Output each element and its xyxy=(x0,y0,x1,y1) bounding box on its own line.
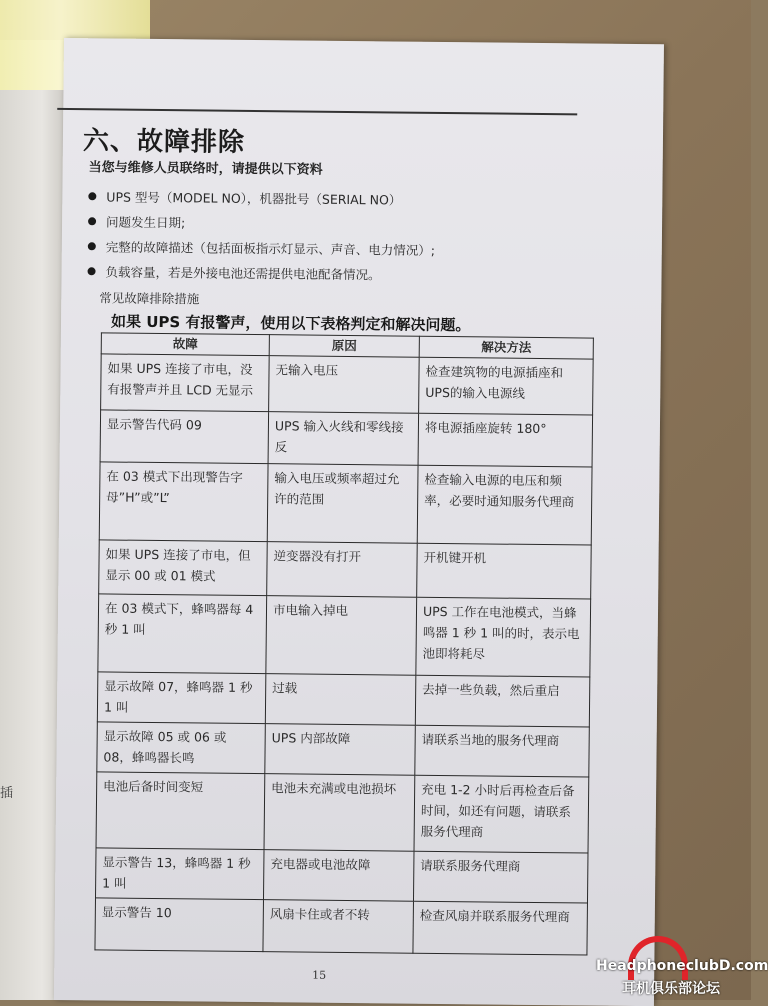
cell-cause: 电池未充满或电池损坏 xyxy=(264,774,415,852)
troubleshooting-subhead: 常见故障排除措施 xyxy=(99,290,200,307)
cell-fault: 电池后备时间变短 xyxy=(96,772,265,850)
cell-solution: 检查风扇并联系服务代理商 xyxy=(413,901,588,955)
cell-solution: 请联系服务代理商 xyxy=(413,851,588,903)
cell-solution: 去掉一些负载，然后重启 xyxy=(415,675,590,727)
cell-cause: 风扇卡住或者不转 xyxy=(263,900,414,954)
cell-solution: 检查建筑物的电源插座和UPS的输入电源线 xyxy=(419,357,594,415)
header-fault: 故障 xyxy=(101,333,269,356)
header-rule xyxy=(57,108,577,115)
table-row xyxy=(97,722,589,777)
cell-cause: 充电器或电池故障 xyxy=(263,850,414,902)
bullet-dot-icon xyxy=(88,217,96,225)
adjacent-page-glyph: 插 xyxy=(0,786,14,801)
cell-solution: 请联系当地的服务代理商 xyxy=(415,725,590,777)
watermark-forum-name: 耳机俱乐部论坛 xyxy=(622,981,720,997)
table-row xyxy=(101,354,594,415)
alarm-instruction: 如果 UPS 有报警声，使用以下表格判定和解决问题。 xyxy=(110,312,471,335)
bullet-dot-icon xyxy=(88,192,96,200)
info-bullet-list xyxy=(87,183,435,287)
cell-fault: 显示故障 07，蜂鸣器 1 秒 1 叫 xyxy=(97,672,266,724)
manual-page xyxy=(54,38,664,1006)
cell-solution: 开机键开机 xyxy=(417,543,592,599)
table-row xyxy=(100,410,593,467)
cell-fault: 显示警告 13，蜂鸣器 1 秒 1 叫 xyxy=(95,848,264,900)
bullet-dot-icon xyxy=(88,267,96,275)
cell-cause: 逆变器没有打开 xyxy=(267,542,418,598)
cell-cause: 输入电压或频率超过允许的范围 xyxy=(267,464,418,544)
cell-fault: 在 03 模式下出现警告字母”H”或”L” xyxy=(99,462,268,542)
bullet-item xyxy=(88,183,435,212)
bullet-text: 问题发生日期; xyxy=(106,213,186,230)
cell-cause: UPS 内部故障 xyxy=(265,724,416,776)
cell-fault: 如果 UPS 连接了市电，没有报警声并且 LCD 无显示 xyxy=(101,354,270,412)
bullet-item xyxy=(88,208,435,237)
page-number: 15 xyxy=(312,968,327,982)
bullet-item xyxy=(87,258,434,287)
table-row xyxy=(99,462,592,545)
table-row xyxy=(98,594,591,677)
table-row xyxy=(96,772,589,853)
cell-solution: 将电源插座旋转 180° xyxy=(418,413,593,467)
cell-fault: 显示故障 05 或 06 或 08，蜂鸣器长鸣 xyxy=(97,722,266,774)
table-row xyxy=(97,672,589,727)
cell-solution: UPS 工作在电池模式，当蜂鸣器 1 秒 1 叫的时，表示电池即将耗尽 xyxy=(416,597,591,677)
table-row xyxy=(95,898,588,955)
watermark-domain: HeadphoneclubD.com xyxy=(596,958,768,974)
section-title: 六、故障排除 xyxy=(82,126,246,158)
cell-fault: 显示警告代码 09 xyxy=(100,410,269,464)
bullet-item xyxy=(88,233,435,262)
table-row xyxy=(99,540,592,599)
cell-solution: 检查输入电源的电压和频率，必要时通知服务代理商 xyxy=(417,465,592,545)
contact-intro: 当您与维修人员联络时，请提供以下资料 xyxy=(88,160,323,178)
bullet-text: 负载容量，若是外接电池还需提供电池配备情况。 xyxy=(105,263,381,282)
bullet-dot-icon xyxy=(88,242,96,250)
cell-solution: 充电 1-2 小时后再检查后备时间，如还有问题，请联系服务代理商 xyxy=(414,775,589,853)
bullet-text: 完整的故障描述（包括面板指示灯显示、声音、电力情况）; xyxy=(105,238,436,258)
site-watermark xyxy=(588,936,768,997)
table-row xyxy=(95,848,587,903)
cell-fault: 在 03 模式下，蜂鸣器每 4 秒 1 叫 xyxy=(98,594,267,674)
bullet-text: UPS 型号（MODEL NO），机器批号（SERIAL NO） xyxy=(106,188,402,208)
cell-cause: 市电输入掉电 xyxy=(266,596,417,676)
cell-fault: 显示警告 10 xyxy=(95,898,264,952)
cell-cause: UPS 输入火线和零线接反 xyxy=(268,412,419,466)
header-cause: 原因 xyxy=(269,335,419,358)
cell-cause: 过载 xyxy=(265,674,416,726)
header-solution: 解决方法 xyxy=(419,336,593,359)
fault-table xyxy=(94,332,593,955)
cell-fault: 如果 UPS 连接了市电，但显示 00 或 01 模式 xyxy=(99,540,268,596)
cell-cause: 无输入电压 xyxy=(269,356,420,414)
